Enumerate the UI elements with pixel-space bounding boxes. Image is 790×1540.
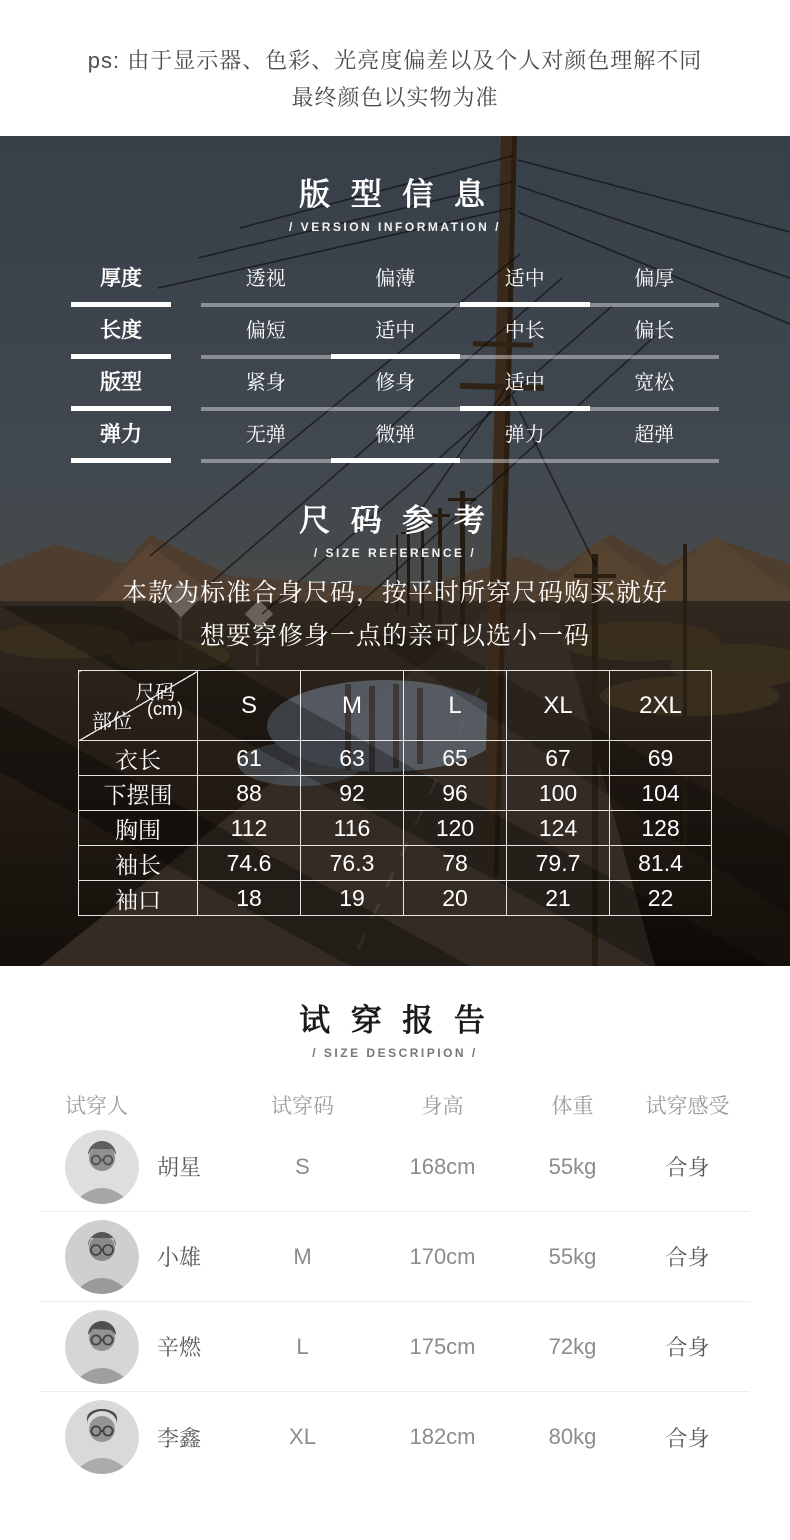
fit-report-title: 试 穿 报 告	[299, 1003, 491, 1038]
size-reference-title-block	[0, 502, 790, 560]
size-desc-line1: 本款为标准合身尺码，按平时所穿尺码购买就好	[121, 579, 668, 607]
fit-report-row	[40, 1122, 750, 1212]
tester-name: 辛燃	[157, 1335, 202, 1360]
tester-weight: 72kg	[548, 1333, 597, 1359]
version-info-title: 版 型 信 息	[299, 177, 491, 212]
tester-weight: 55kg	[548, 1243, 597, 1269]
attr-label-cut: 版型	[71, 368, 171, 420]
measure-value: 21	[507, 881, 610, 916]
attr-option: 宽松	[590, 368, 720, 420]
size-reference-subtitle: / SIZE REFERENCE /	[313, 546, 477, 560]
measure-label: 衣长	[79, 741, 198, 776]
size-col-header: 2XL	[610, 671, 712, 741]
size-chart-table	[78, 670, 712, 916]
size-reference-title: 尺 码 参 考	[299, 503, 491, 538]
note-line-1: ps: 由于显示器、色彩、光亮度偏差以及个人对颜色理解不同	[87, 48, 703, 73]
tester-avatar	[65, 1400, 139, 1474]
attr-row-elasticity	[71, 420, 719, 472]
attr-label-thickness: 厚度	[71, 264, 171, 316]
attr-option-selected: 适中	[460, 264, 590, 316]
col-header-height: 身高	[421, 1095, 464, 1118]
measure-value: 20	[404, 881, 507, 916]
attr-row-thickness	[71, 264, 719, 316]
size-col-header: XL	[507, 671, 610, 741]
col-header-weight: 体重	[551, 1095, 594, 1118]
tester-feel: 合身	[665, 1335, 710, 1360]
attr-option: 紧身	[201, 368, 331, 420]
attr-label-length: 长度	[71, 316, 171, 368]
attr-option: 无弹	[201, 420, 331, 472]
tester-height: 170cm	[409, 1243, 476, 1269]
measure-value: 63	[301, 741, 404, 776]
attr-option: 透视	[201, 264, 331, 316]
size-table-row	[79, 741, 712, 776]
attr-option: 偏长	[590, 316, 720, 368]
tester-size: XL	[289, 1424, 316, 1449]
measure-label: 胸围	[79, 811, 198, 846]
tester-avatar	[65, 1220, 139, 1294]
attr-option: 偏薄	[331, 264, 461, 316]
measure-value: 19	[301, 881, 404, 916]
tester-name: 李鑫	[157, 1425, 202, 1451]
tester-feel: 合身	[665, 1245, 710, 1270]
tester-height: 175cm	[409, 1333, 476, 1359]
tester-size: M	[293, 1243, 312, 1269]
tester-avatar	[65, 1310, 139, 1384]
measure-value: 22	[610, 881, 712, 916]
measure-value: 124	[507, 811, 610, 846]
fit-report-row	[40, 1302, 750, 1392]
tester-weight: 80kg	[548, 1424, 597, 1449]
measure-value: 104	[610, 776, 712, 811]
tester-avatar	[65, 1130, 139, 1204]
measure-value: 76.3	[301, 846, 404, 881]
size-col-header: S	[198, 671, 301, 741]
measure-value: 67	[507, 741, 610, 776]
attr-row-length	[71, 316, 719, 368]
attr-option: 修身	[331, 368, 461, 420]
tester-feel: 合身	[665, 1425, 710, 1451]
measure-label: 下摆围	[79, 776, 198, 811]
size-reference-description	[0, 572, 790, 658]
measure-value: 112	[198, 811, 301, 846]
fit-report-row	[40, 1392, 750, 1482]
fit-report-header-row	[40, 1088, 750, 1122]
measure-value: 69	[610, 741, 712, 776]
col-header-feel: 试穿感受	[645, 1095, 730, 1118]
measure-value: 78	[404, 846, 507, 881]
tester-size: L	[296, 1333, 309, 1359]
size-table-row	[79, 776, 712, 811]
size-table-row	[79, 811, 712, 846]
fit-report-subtitle: / SIZE DESCRIPION /	[312, 1046, 478, 1060]
color-disclaimer-note	[0, 0, 790, 136]
measure-value: 79.7	[507, 846, 610, 881]
size-table-row	[79, 846, 712, 881]
attr-option: 偏短	[201, 316, 331, 368]
product-info-photo-section	[0, 136, 790, 966]
tester-height: 168cm	[409, 1153, 476, 1179]
version-info-title-block	[0, 136, 790, 234]
measure-value: 74.6	[198, 846, 301, 881]
fit-attribute-rows	[0, 264, 790, 472]
attr-option-selected: 适中	[460, 368, 590, 420]
version-info-subtitle: / VERSION INFORMATION /	[289, 220, 501, 234]
measure-value: 18	[198, 881, 301, 916]
fit-report-row	[40, 1212, 750, 1302]
attr-option: 超弹	[590, 420, 720, 472]
tester-name: 小雄	[157, 1245, 202, 1270]
measure-label: 袖长	[79, 846, 198, 881]
attr-option-selected: 适中	[331, 316, 461, 368]
tester-weight: 55kg	[548, 1153, 597, 1179]
measure-value: 65	[404, 741, 507, 776]
attr-label-elasticity: 弹力	[71, 420, 171, 472]
tester-feel: 合身	[665, 1155, 710, 1180]
note-line-2: 最终颜色以实物为准	[291, 85, 499, 110]
fit-report-section	[0, 966, 790, 1482]
measure-value: 81.4	[610, 846, 712, 881]
measure-value: 100	[507, 776, 610, 811]
tester-size: S	[295, 1153, 310, 1179]
measure-value: 92	[301, 776, 404, 811]
tester-name: 胡星	[157, 1155, 202, 1180]
tester-height: 182cm	[409, 1424, 476, 1449]
measure-value: 96	[404, 776, 507, 811]
measure-label: 袖口	[79, 881, 198, 916]
attr-option: 偏厚	[590, 264, 720, 316]
attr-option-selected: 微弹	[331, 420, 461, 472]
measure-value: 116	[301, 811, 404, 846]
size-col-header: M	[301, 671, 404, 741]
size-table-row	[79, 881, 712, 916]
col-header-size: 试穿码	[271, 1095, 334, 1118]
attr-option: 弹力	[460, 420, 590, 472]
size-table-corner-cell: 尺码 (cm) 部位	[79, 671, 198, 741]
measure-value: 88	[198, 776, 301, 811]
size-col-header: L	[404, 671, 507, 741]
attr-row-cut	[71, 368, 719, 420]
fit-report-title-block	[0, 1002, 790, 1060]
measure-value: 61	[198, 741, 301, 776]
attr-option: 中长	[460, 316, 590, 368]
measure-value: 128	[610, 811, 712, 846]
measure-value: 120	[404, 811, 507, 846]
size-desc-line2: 想要穿修身一点的亲可以选小一码	[199, 622, 590, 650]
col-header-tester: 试穿人	[65, 1095, 128, 1118]
